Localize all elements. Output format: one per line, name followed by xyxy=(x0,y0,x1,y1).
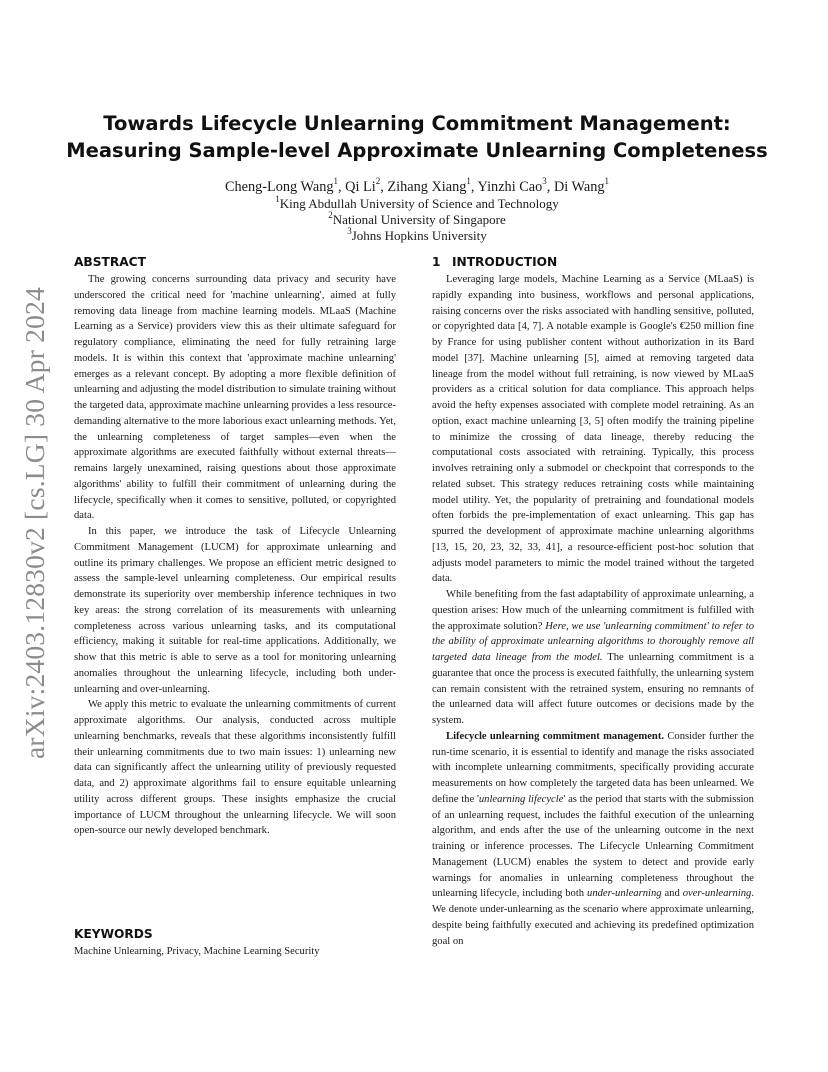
introduction-heading xyxy=(432,254,754,270)
paper-header xyxy=(60,110,774,244)
affiliation-mark: 1 xyxy=(275,193,280,204)
author-name: Zihang Xiang xyxy=(387,179,467,195)
author-name: Cheng-Long Wang xyxy=(224,179,334,195)
paper-title-line-2: Measuring Sample-level Approximate Unlearning Completeness xyxy=(66,139,768,162)
paper-title xyxy=(60,110,774,164)
abstract-paragraph: We apply this metric to evaluate the unlearning commitments of current approximate algorithms. Our analysis, conducted across multiple unlearning benchmarks, reveals that these algorithms inconsistently fulfill their unlearning commitments due to two main issues: 1) unlearning new data can significantly affect the unlearning utility of previously requested data, and 2) approximate algorithms fail to ensure equitable unlearning utility across different groups. These insights emphasize the crucial importance of LUCM throughout the unlearning lifecycle. We will soon open-source our newly developed benchmark. xyxy=(74,699,396,837)
affiliation-mark: 2 xyxy=(328,209,333,220)
italic-term: unlearning lifecycle xyxy=(478,793,564,805)
section-title: INTRODUCTION xyxy=(452,255,558,269)
abstract-paragraph: In this paper, we introduce the task of Lifecycle Unlearning Commitment Management (LUCM) for approximate unlearning and outline its primary challenges. We propose an efficient metric designed to assess the sample-level unlearning completeness. Our empirical results demonstrate its superiority over membership inference techniques in two key areas: the strong correlation of its measurements with unlearning completeness across various unlearning tasks, and its computational efficiency, making it suitable for real-time applications. Additionally, we show that this metric is able to serve as a tool for monitoring unlearning anomalies throughout the unlearning lifecycle, including both under-unlearning and over-unlearning. xyxy=(74,526,396,695)
arxiv-identifier-text: arXiv:2403.12830v2 [cs.LG] 30 Apr 2024 xyxy=(19,287,50,759)
affiliation-name: Johns Hopkins University xyxy=(351,228,487,243)
keywords-section xyxy=(74,926,396,960)
author-affiliation-mark: 1 xyxy=(466,176,471,187)
affiliation-mark: 3 xyxy=(347,225,352,236)
keywords-heading: KEYWORDS xyxy=(74,927,153,941)
italic-definition: Here, we use 'unlearning commitment' to refer to the ability of approximate unlearning algorithms to thoroughly remove all targeted data lineage from the model. xyxy=(432,620,755,663)
author-affiliation-mark: 2 xyxy=(375,176,381,187)
author-affiliation-mark: 3 xyxy=(542,176,547,187)
introduction-paragraph xyxy=(432,587,754,729)
paper-title-line-1: Towards Lifecycle Unlearning Commitment Management: xyxy=(103,112,731,135)
paragraph-run-in-heading: Lifecycle unlearning commitment management. xyxy=(446,730,664,742)
affiliation xyxy=(60,209,774,228)
paragraph-text: ' as the period that starts with the submission of an unlearning request, includes the faithful execution of the unlearning algorithm, and ends after the use of the unlearning outcome in the next training or inference processes. The Lifecycle Unlearning Commitment Management (LUCM) enables the system to detect and provide early warnings for anomalies in unlearning completeness throughout the unlearning lifecycle, including both xyxy=(432,793,754,900)
introduction-section xyxy=(432,254,754,949)
introduction-paragraph: Leveraging large models, Machine Learning as a Service (MLaaS) is rapidly expanding into business, workflows and personal applications, raising concerns over the risks associated with handling sensitive, polluted, or copyrighted data [4, 7]. A notable example is Google's €250 million fine by France for using publisher content without authorization in its Bard model [37]. Machine unlearning [5], aimed at removing targeted data lineage from the model without full retraining, is now viewed by MLaaS providers as a critical solution for data compliance. This approach helps avoid the hefty expenses associated with complete model retraining. As an option, exact machine unlearning [3, 5] often modify the training pipeline to minimize the crossing of data lineage, thereby reducing the computational costs associated with retraining. Typically, this process involves retraining only a submodel or checkpoint that corresponds to the related subset. This strategy reduces retraining costs while maintaining model utility. Yet, the popularity of pretraining and foundational models often forbids the pre-implementation of exact unlearning. This gap has spurred the development of approximate machine unlearning algorithms [13, 15, 20, 23, 32, 33, 41], a resource-efficient post-hoc solution that adjusts model parameters to mimic the model trained without the targeted data. xyxy=(432,274,754,585)
author-name: Yinzhi Cao xyxy=(477,179,543,195)
affiliation-name: King Abdullah University of Science and Technology xyxy=(279,196,559,211)
affiliation xyxy=(60,193,774,212)
author-affiliation-mark: 1 xyxy=(333,176,339,187)
section-number: 1 xyxy=(432,255,441,269)
paragraph-text: and xyxy=(661,888,683,900)
arxiv-identifier-stamp xyxy=(19,287,50,759)
author-list: Cheng-Long Wang$^1$, Qi Li$^2$, Zihang Xiang$^1$, Yinzhi Cao$^3$, Di Wang$^1$ xyxy=(224,176,610,195)
keywords-text: Machine Unlearning, Privacy, Machine Learning Security xyxy=(74,946,320,957)
introduction-paragraph xyxy=(432,729,754,950)
paragraph-text: . We denote under-unlearning as the scenario where approximate unlearning, despite being faithfully executed and achieving its predefined optimization goal on xyxy=(432,888,755,947)
italic-term: over-unlearning xyxy=(682,888,752,900)
affiliation-name: National University of Singapore xyxy=(332,212,506,227)
abstract-heading: ABSTRACT xyxy=(74,255,146,269)
affiliation xyxy=(60,225,774,244)
author-name: Di Wang xyxy=(553,179,605,195)
paragraph-text: While benefiting from the fast adaptability of approximate unlearning, a question arises: How much of the unlearning commitment is fulfilled with the approximate solution? xyxy=(432,589,754,632)
paragraph-text: Consider further the run-time scenario, it is essential to identify and manage the risks associated with incomplete unlearning commitments, specifically providing accurate measurements on how completely the targeted data has been unlearned. We define the ' xyxy=(432,730,755,805)
paragraph-text: The unlearning commitment is a guarantee that once the process is executed faithfully, the unlearning system can remain consistent with the retrained system, ensuring no remnants of the unlearned data will affect future outcomes or decisions made by the system. xyxy=(432,652,755,726)
italic-term: under-unlearning xyxy=(587,888,662,900)
abstract-paragraph: The growing concerns surrounding data privacy and security have underscored the critical need for 'machine unlearning', aimed at fully removing data lineage from machine learning models. MLaaS (Machine Learning as a Service) providers view this as their ultimate safeguard for regulatory compliance, eliminating the need for fully retraining large models. It is within this context that 'approximate machine unlearning' emerges as a relevant concept. By adopting a more flexible definition of unlearning and adjusting the model distribution to simulate training without the targeted data, approximate machine unlearning provides a less resource-demanding alternative to the more laborious exact unlearning methods. Yet, the unlearning completeness of target samples—even when the approximate algorithms are executed faithfully without external threats—remains largely unexamined, raising questions about those approximate algorithms' ability to fulfill their commitment of unlearning during the lifecycle, specifically when it comes to sensitive, polluted, or copyrighted data. xyxy=(74,274,396,522)
author-affiliation-mark: 1 xyxy=(604,176,610,187)
author-name: Qi Li xyxy=(345,179,376,195)
abstract-section xyxy=(74,254,396,839)
